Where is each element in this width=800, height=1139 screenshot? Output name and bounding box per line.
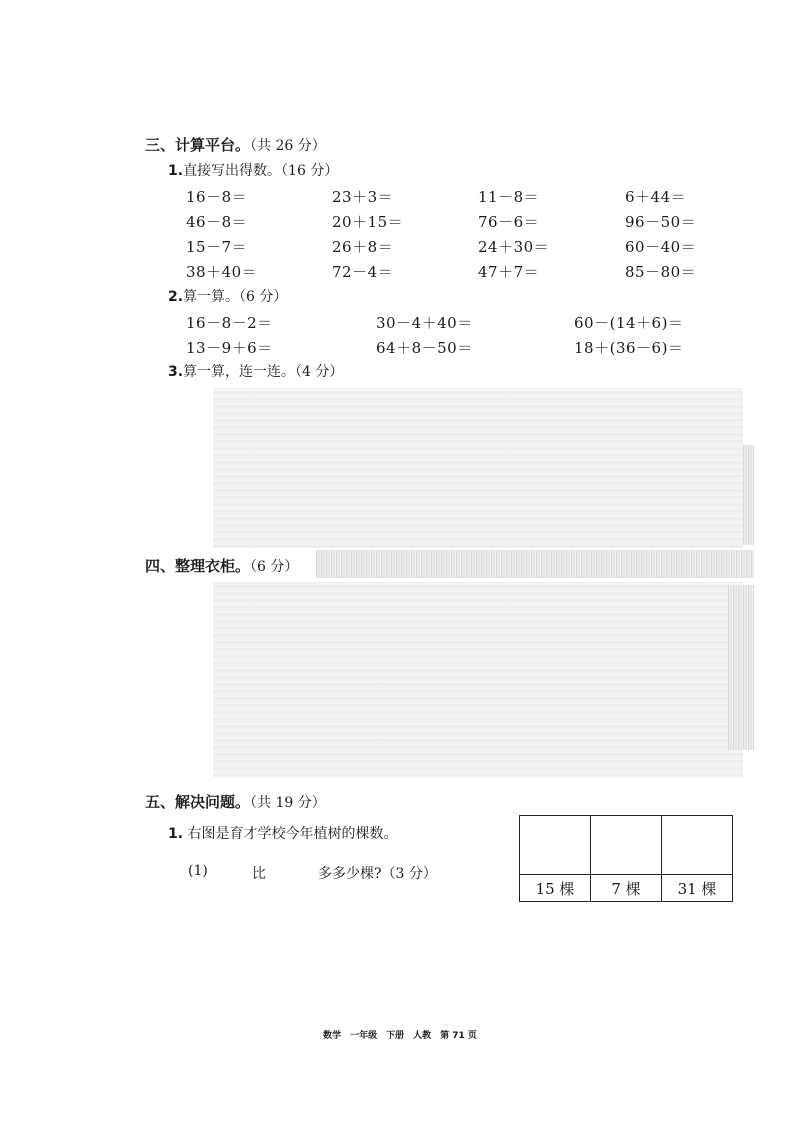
equation: 15－7＝ <box>186 238 248 256</box>
matching-image-placeholder <box>213 388 743 548</box>
tree-image-cell-2 <box>591 816 662 875</box>
equation: 60－(14＋6)＝ <box>574 314 684 332</box>
equation: 20＋15＝ <box>332 213 404 231</box>
s5-q1-number: 1. <box>168 826 184 842</box>
page-footer: 数学 一年级 下册 人教 第 71 页 <box>323 1031 477 1041</box>
section5-title <box>145 791 326 812</box>
equation: 13－9＋6＝ <box>186 339 273 357</box>
q2-text: 算一算。（6 分） <box>183 289 288 305</box>
tree-count-1: 15 棵 <box>520 875 591 902</box>
q3-number: 3. <box>168 364 184 380</box>
scan-artifact <box>743 445 754 545</box>
equation: 30－4＋40＝ <box>376 314 473 332</box>
equation: 23＋3＝ <box>332 188 394 206</box>
q3-heading <box>168 361 343 381</box>
section3-title-text: 三、计算平台。 <box>145 136 251 154</box>
equation: 76－6＝ <box>478 213 540 231</box>
equation: 85－80＝ <box>625 263 697 281</box>
equation: 16－8＝ <box>186 188 248 206</box>
equation: 11－8＝ <box>478 188 540 206</box>
equation: 16－8－2＝ <box>186 314 273 332</box>
tree-count-2: 7 棵 <box>591 875 662 902</box>
scan-noise-band <box>316 550 754 578</box>
equation: 96－50＝ <box>625 213 697 231</box>
equation: 24＋30＝ <box>478 238 550 256</box>
s5-q1-sub-number: (1) <box>188 863 208 879</box>
equation: 18＋(36－6)＝ <box>574 339 684 357</box>
equation: 72－4＝ <box>332 263 394 281</box>
q2-number: 2. <box>168 289 184 305</box>
section4-title-text: 四、整理衣柜。 <box>145 557 251 575</box>
equation: 46－8＝ <box>186 213 248 231</box>
equation: 38＋40＝ <box>186 263 258 281</box>
tree-image-cell-3 <box>662 816 733 875</box>
equation: 6＋44＝ <box>625 188 687 206</box>
section4-title <box>145 555 298 576</box>
tree-count-table <box>519 815 733 902</box>
equation: 26＋8＝ <box>332 238 394 256</box>
q1-number: 1. <box>168 163 184 179</box>
equation: 64＋8－50＝ <box>376 339 473 357</box>
s5-q1-word-bi: 比 <box>252 866 266 882</box>
section5-title-text: 五、解决问题。 <box>145 793 251 811</box>
section5-points: （共 19 分） <box>250 795 326 811</box>
q3-text: 算一算，连一连。（4 分） <box>183 364 344 380</box>
section3-points: （共 26 分） <box>250 138 326 154</box>
wardrobe-image-placeholder <box>213 582 743 777</box>
s5-q1-heading <box>168 823 398 843</box>
s5-q1-ask: 多多少棵?（3 分） <box>318 866 437 882</box>
equation: 47＋7＝ <box>478 263 540 281</box>
s5-q1-text: 右图是育才学校今年植树的棵数。 <box>187 826 398 842</box>
scan-artifact-right <box>728 585 754 750</box>
equation: 60－40＝ <box>625 238 697 256</box>
section3-title <box>145 134 326 155</box>
section4-points: （6 分） <box>250 559 299 575</box>
q1-text: 直接写出得数。（16 分） <box>183 163 339 179</box>
q1-heading <box>168 160 338 180</box>
q2-heading <box>168 286 287 306</box>
tree-count-3: 31 棵 <box>662 875 733 902</box>
tree-image-cell-1 <box>520 816 591 875</box>
